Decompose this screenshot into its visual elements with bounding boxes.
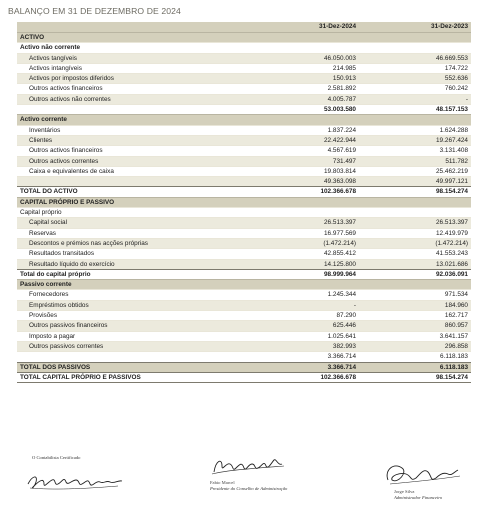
- table-row: [17, 145, 471, 155]
- value-2024: 22.422.944: [324, 136, 356, 144]
- value-2023: 48.157.153: [436, 106, 468, 114]
- value-2023: 26.513.397: [436, 219, 468, 227]
- value-2023: 296.858: [444, 342, 468, 350]
- table-row: [17, 248, 471, 258]
- row-label: Activos intangíveis: [29, 64, 82, 72]
- table-row: [17, 135, 471, 145]
- cfo-name: Jorge Silva: [394, 489, 415, 494]
- value-2024: 3.366.714: [327, 363, 356, 371]
- value-2023: 3.641.157: [439, 332, 468, 340]
- value-2023: 98.154.274: [436, 188, 468, 196]
- table-row: [17, 73, 471, 83]
- row-label: Activos por impostos diferidos: [29, 75, 114, 83]
- table-row: [17, 94, 471, 104]
- value-2023: 13.021.686: [436, 260, 468, 268]
- table-row: [17, 341, 471, 351]
- president-signature-mark: [208, 452, 288, 480]
- table-row: [17, 53, 471, 63]
- value-2024: 19.803.814: [324, 167, 356, 175]
- value-2024: 4.005.787: [327, 95, 356, 103]
- value-2024: 2.581.892: [327, 85, 356, 93]
- balance-sheet-table: [17, 22, 471, 383]
- value-2024: 49.363.098: [324, 178, 356, 186]
- value-2024: 4.567.619: [327, 147, 356, 155]
- value-2024: [247, 115, 359, 124]
- row-label: [17, 352, 247, 361]
- row-label: Capital próprio: [20, 209, 62, 217]
- value-2024: [247, 43, 359, 52]
- value-2023: 162.717: [444, 312, 468, 320]
- value-2023: 511.782: [445, 157, 468, 165]
- header-2023: 31-Dez-2023: [431, 23, 468, 30]
- value-2023: 174.722: [444, 64, 468, 72]
- value-2024: [247, 198, 359, 207]
- table-row: [17, 125, 471, 135]
- row-label: Outros activos não correntes: [29, 95, 111, 103]
- row-label: TOTAL DOS PASSIVOS: [20, 363, 91, 371]
- table-row: [17, 114, 471, 124]
- table-row: [17, 300, 471, 310]
- value-2023: [367, 280, 471, 289]
- value-2024: 1.245.344: [327, 291, 356, 299]
- value-2024: 214.985: [332, 64, 356, 72]
- value-2024: 42.855.412: [324, 250, 356, 258]
- table-row: [17, 156, 471, 166]
- accountant-signature-mark: [22, 462, 132, 496]
- table-body: [17, 32, 471, 382]
- row-label: Fornecedores: [29, 291, 69, 299]
- table-row: [17, 331, 471, 341]
- value-2023: 92.036.091: [436, 270, 468, 278]
- row-label: Descontos e prémios nas acções próprias: [29, 239, 148, 247]
- value-2024: 53.003.580: [324, 106, 356, 114]
- value-2023: 41.553.243: [436, 250, 468, 258]
- row-label: Outros activos financeiros: [29, 85, 103, 93]
- row-label: Reservas: [29, 229, 56, 237]
- table-header-row: [17, 22, 471, 32]
- signature-cfo: [380, 458, 470, 504]
- row-label: Outros passivos correntes: [29, 342, 104, 350]
- table-row: [17, 186, 471, 196]
- row-label: Activo corrente: [20, 116, 67, 124]
- table-row: [17, 279, 471, 289]
- signature-accountant: [22, 454, 132, 494]
- row-label: Inventários: [29, 126, 61, 134]
- row-label: Activos tangíveis: [29, 54, 77, 62]
- value-2024: [247, 208, 359, 217]
- value-2024: 1.025.641: [327, 332, 356, 340]
- value-2023: 552.636: [444, 75, 468, 83]
- value-2024: 14.125.800: [324, 260, 356, 268]
- value-2023: [367, 33, 471, 42]
- table-row: [17, 310, 471, 320]
- value-2023: [367, 198, 471, 207]
- value-2024: 382.993: [332, 342, 356, 350]
- president-role: Presidente do Conselho de Administração: [210, 486, 288, 491]
- value-2024: 150.913: [332, 75, 356, 83]
- table-row: [17, 351, 471, 361]
- row-label: TOTAL CAPITAL PRÓPRIO E PASSIVOS: [20, 373, 141, 381]
- value-2023: 860.957: [444, 322, 468, 330]
- table-row: [17, 238, 471, 248]
- value-2024: 46.050.003: [324, 54, 356, 62]
- value-2024: 3.366.714: [327, 353, 356, 361]
- value-2024: 16.977.569: [324, 229, 356, 237]
- value-2024: 731.497: [332, 157, 356, 165]
- signature-president: [200, 452, 310, 500]
- table-row: [17, 166, 471, 176]
- row-label: ACTIVO: [20, 34, 45, 41]
- row-label: Imposto a pagar: [29, 332, 76, 340]
- document-title: BALANÇO EM 31 DE DEZEMBRO DE 2024: [8, 6, 181, 16]
- table-row: [17, 32, 471, 42]
- value-2024: 102.366.678: [320, 373, 356, 381]
- value-2023: 6.118.183: [440, 353, 468, 361]
- row-label: Outros activos financeiros: [29, 147, 103, 155]
- value-2024: (1.472.214): [323, 239, 356, 247]
- table-row: [17, 63, 471, 73]
- row-label: Provisões: [29, 312, 58, 320]
- value-2023: 49.997.121: [436, 178, 468, 186]
- row-label: Caixa e equivalentes de caixa: [29, 167, 114, 175]
- row-label: Total do capital próprio: [20, 270, 91, 278]
- table-row: [17, 269, 471, 279]
- row-label: Outros passivos financeiros: [29, 322, 108, 330]
- value-2023: (1.472.214): [435, 239, 468, 247]
- row-label: [17, 177, 247, 186]
- table-row: [17, 320, 471, 330]
- table-row: [17, 176, 471, 186]
- value-2024: 98.999.964: [324, 270, 356, 278]
- value-2023: -: [465, 95, 468, 103]
- value-2023: 6.118.183: [439, 363, 468, 371]
- value-2023: 46.669.553: [436, 54, 468, 62]
- value-2023: 760.242: [444, 85, 468, 93]
- header-2024: 31-Dez-2024: [319, 23, 356, 30]
- row-label: Resultados transitados: [29, 250, 95, 258]
- president-name: Fabio Marcel: [210, 480, 235, 485]
- value-2024: -: [353, 301, 356, 309]
- row-label: Passivo corrente: [20, 281, 72, 289]
- table-row: [17, 207, 471, 217]
- table-row: [17, 197, 471, 207]
- row-label: Outros activos correntes: [29, 157, 99, 165]
- value-2023: 1.624.288: [439, 126, 468, 134]
- value-2023: 98.154.274: [436, 373, 468, 381]
- table-row: [17, 42, 471, 52]
- value-2024: [247, 280, 359, 289]
- value-2023: 19.267.424: [436, 136, 468, 144]
- table-row: [17, 372, 471, 382]
- cfo-role: Administrador Financeiro: [394, 495, 443, 500]
- value-2023: [367, 43, 471, 52]
- table-row: [17, 259, 471, 269]
- row-label: Capital social: [29, 219, 68, 227]
- table-row: [17, 217, 471, 227]
- value-2023: 12.419.979: [436, 229, 468, 237]
- value-2024: 1.837.224: [327, 126, 356, 134]
- value-2024: 625.446: [332, 322, 356, 330]
- header-label-cell: [17, 22, 247, 32]
- row-label: Resultado líquido do exercício: [29, 260, 115, 268]
- row-label: TOTAL DO ACTIVO: [20, 188, 78, 196]
- row-label: [17, 105, 247, 114]
- value-2024: 87.290: [336, 312, 356, 320]
- row-label: Empréstimos obtidos: [29, 301, 89, 309]
- table-row: [17, 104, 471, 114]
- value-2023: 184.960: [444, 301, 468, 309]
- table-row: [17, 289, 471, 299]
- accountant-heading: O Contabilista Certificado: [32, 455, 81, 460]
- row-label: Activo não corrente: [20, 44, 81, 52]
- value-2023: [367, 208, 471, 217]
- value-2023: 3.131.408: [439, 147, 468, 155]
- value-2023: [367, 115, 471, 124]
- table-row: [17, 83, 471, 93]
- table-row: [17, 362, 471, 372]
- table-row: [17, 228, 471, 238]
- cfo-signature-mark: [380, 458, 464, 490]
- value-2023: 971.534: [444, 291, 468, 299]
- row-label: Clientes: [29, 136, 53, 144]
- value-2024: 26.513.397: [324, 219, 356, 227]
- row-label: CAPITAL PRÓPRIO E PASSIVO: [20, 198, 115, 206]
- value-2024: 102.366.678: [320, 188, 356, 196]
- value-2024: [247, 33, 359, 42]
- value-2023: 25.462.219: [436, 167, 468, 175]
